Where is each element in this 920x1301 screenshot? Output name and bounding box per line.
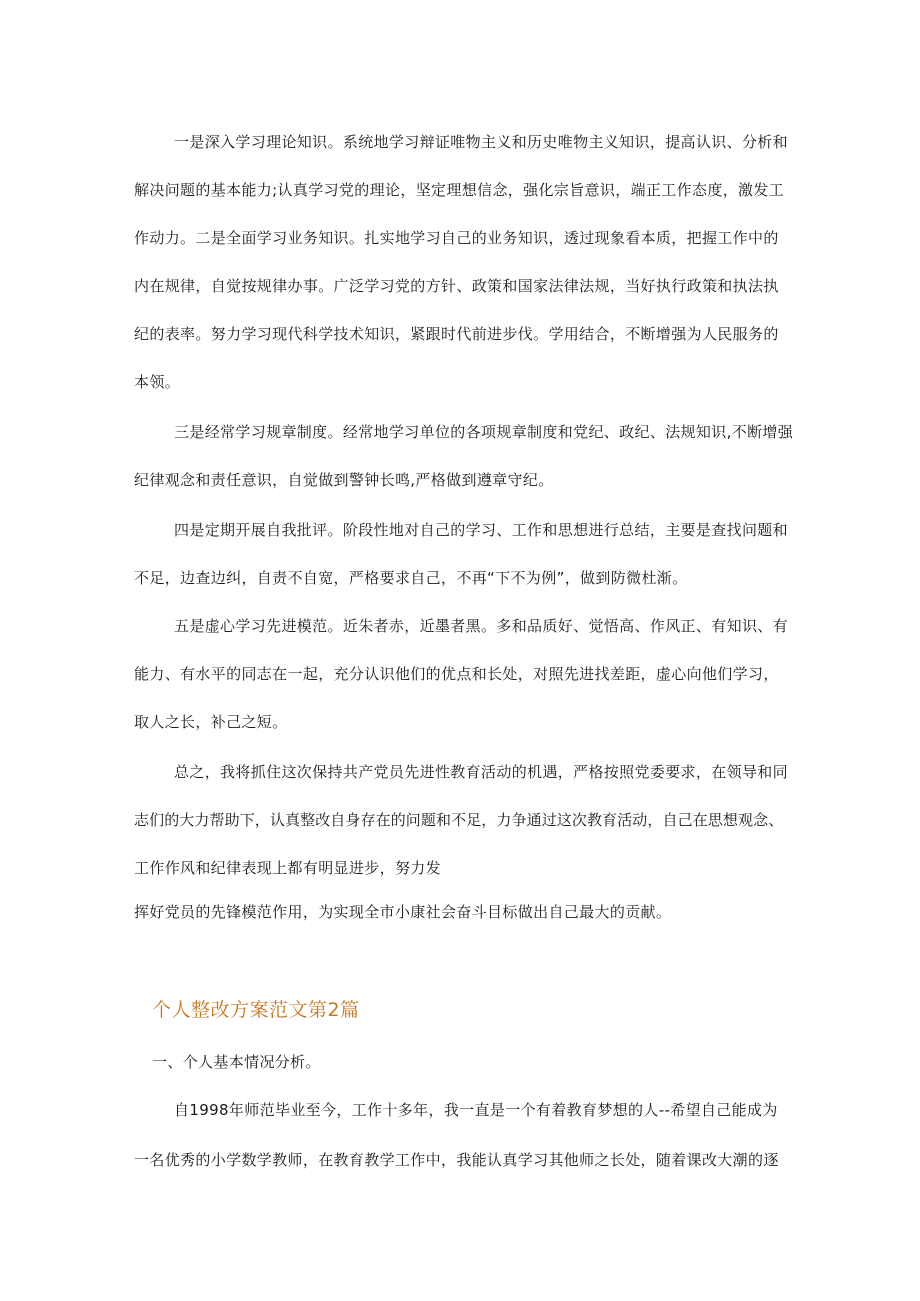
section-subheading: 一、个人基本情况分析。 — [152, 1053, 321, 1071]
paragraph-line: 取人之长，补己之短。 — [134, 713, 288, 731]
paragraph-line: 能力、有水平的同志在一起，充分认识他们的优点和长处，对照先进找差距，虚心向他们学习， — [134, 665, 779, 683]
paragraph-line: 一是深入学习理论知识。系统地学习辩证唯物主义和历史唯物主义知识，提高认识、分析和 — [174, 133, 789, 151]
paragraph-line: 志们的大力帮助下，认真整改自身存在的问题和不足，力争通过这次教育活动，自己在思想观念、 — [134, 811, 784, 829]
section-heading: 个人整改方案范文第2篇 — [152, 999, 360, 1021]
paragraph-line: 作动力。二是全面学习业务知识。扎实地学习自己的业务知识，透过现象看本质，把握工作中的 — [134, 229, 779, 247]
paragraph-line: 四是定期开展自我批评。阶段性地对自己的学习、工作和思想进行总结，主要是查找问题和 — [174, 521, 789, 539]
paragraph-line: 挥好党员的先锋模范作用，为实现全市小康社会奋斗目标做出自己最大的贡献。 — [134, 903, 672, 921]
paragraph-line: 五是虚心学习先进模范。近朱者赤，近墨者黑。多和品质好、觉悟高、作风正、有知识、有 — [174, 617, 789, 635]
paragraph-line: 三是经常学习规章制度。经常地学习单位的各项规章制度和党纪、政纪、法规知识,不断增强 — [174, 423, 794, 441]
paragraph-line: 纪的表率。努力学习现代科学技术知识，紧跟时代前进步伐。学用结合，不断增强为人民服务的 — [134, 325, 779, 343]
paragraph-line: 纪律观念和责任意识，自觉做到警钟长鸣,严格做到遵章守纪。 — [134, 471, 554, 489]
paragraph-line: 总之，我将抓住这次保持共产党员先进性教育活动的机遇，严格按照党委要求，在领导和同 — [174, 763, 789, 781]
paragraph-line: 一名优秀的小学数学教师，在教育教学工作中，我能认真学习其他师之长处，随着课改大潮的逐 — [134, 1151, 779, 1169]
paragraph-line: 内在规律，自觉按规律办事。广泛学习党的方针、政策和国家法律法规，当好执行政策和执法执 — [134, 277, 779, 295]
paragraph-line: 不足，边查边纠，自责不自宽，严格要求自己，不再“下不为例”，做到防微杜渐。 — [134, 569, 688, 587]
paragraph-line: 本领。 — [134, 373, 181, 391]
paragraph-line: 工作作风和纪律表现上都有明显进步，努力发 — [134, 859, 442, 877]
paragraph-line: 自1998年师范毕业至今，工作十多年，我一直是一个有着教育梦想的人--希望自己能成为 — [174, 1101, 778, 1119]
paragraph-line: 解决问题的基本能力;认真学习党的理论，坚定理想信念，强化宗旨意识，端正工作态度，激发工 — [134, 181, 785, 199]
